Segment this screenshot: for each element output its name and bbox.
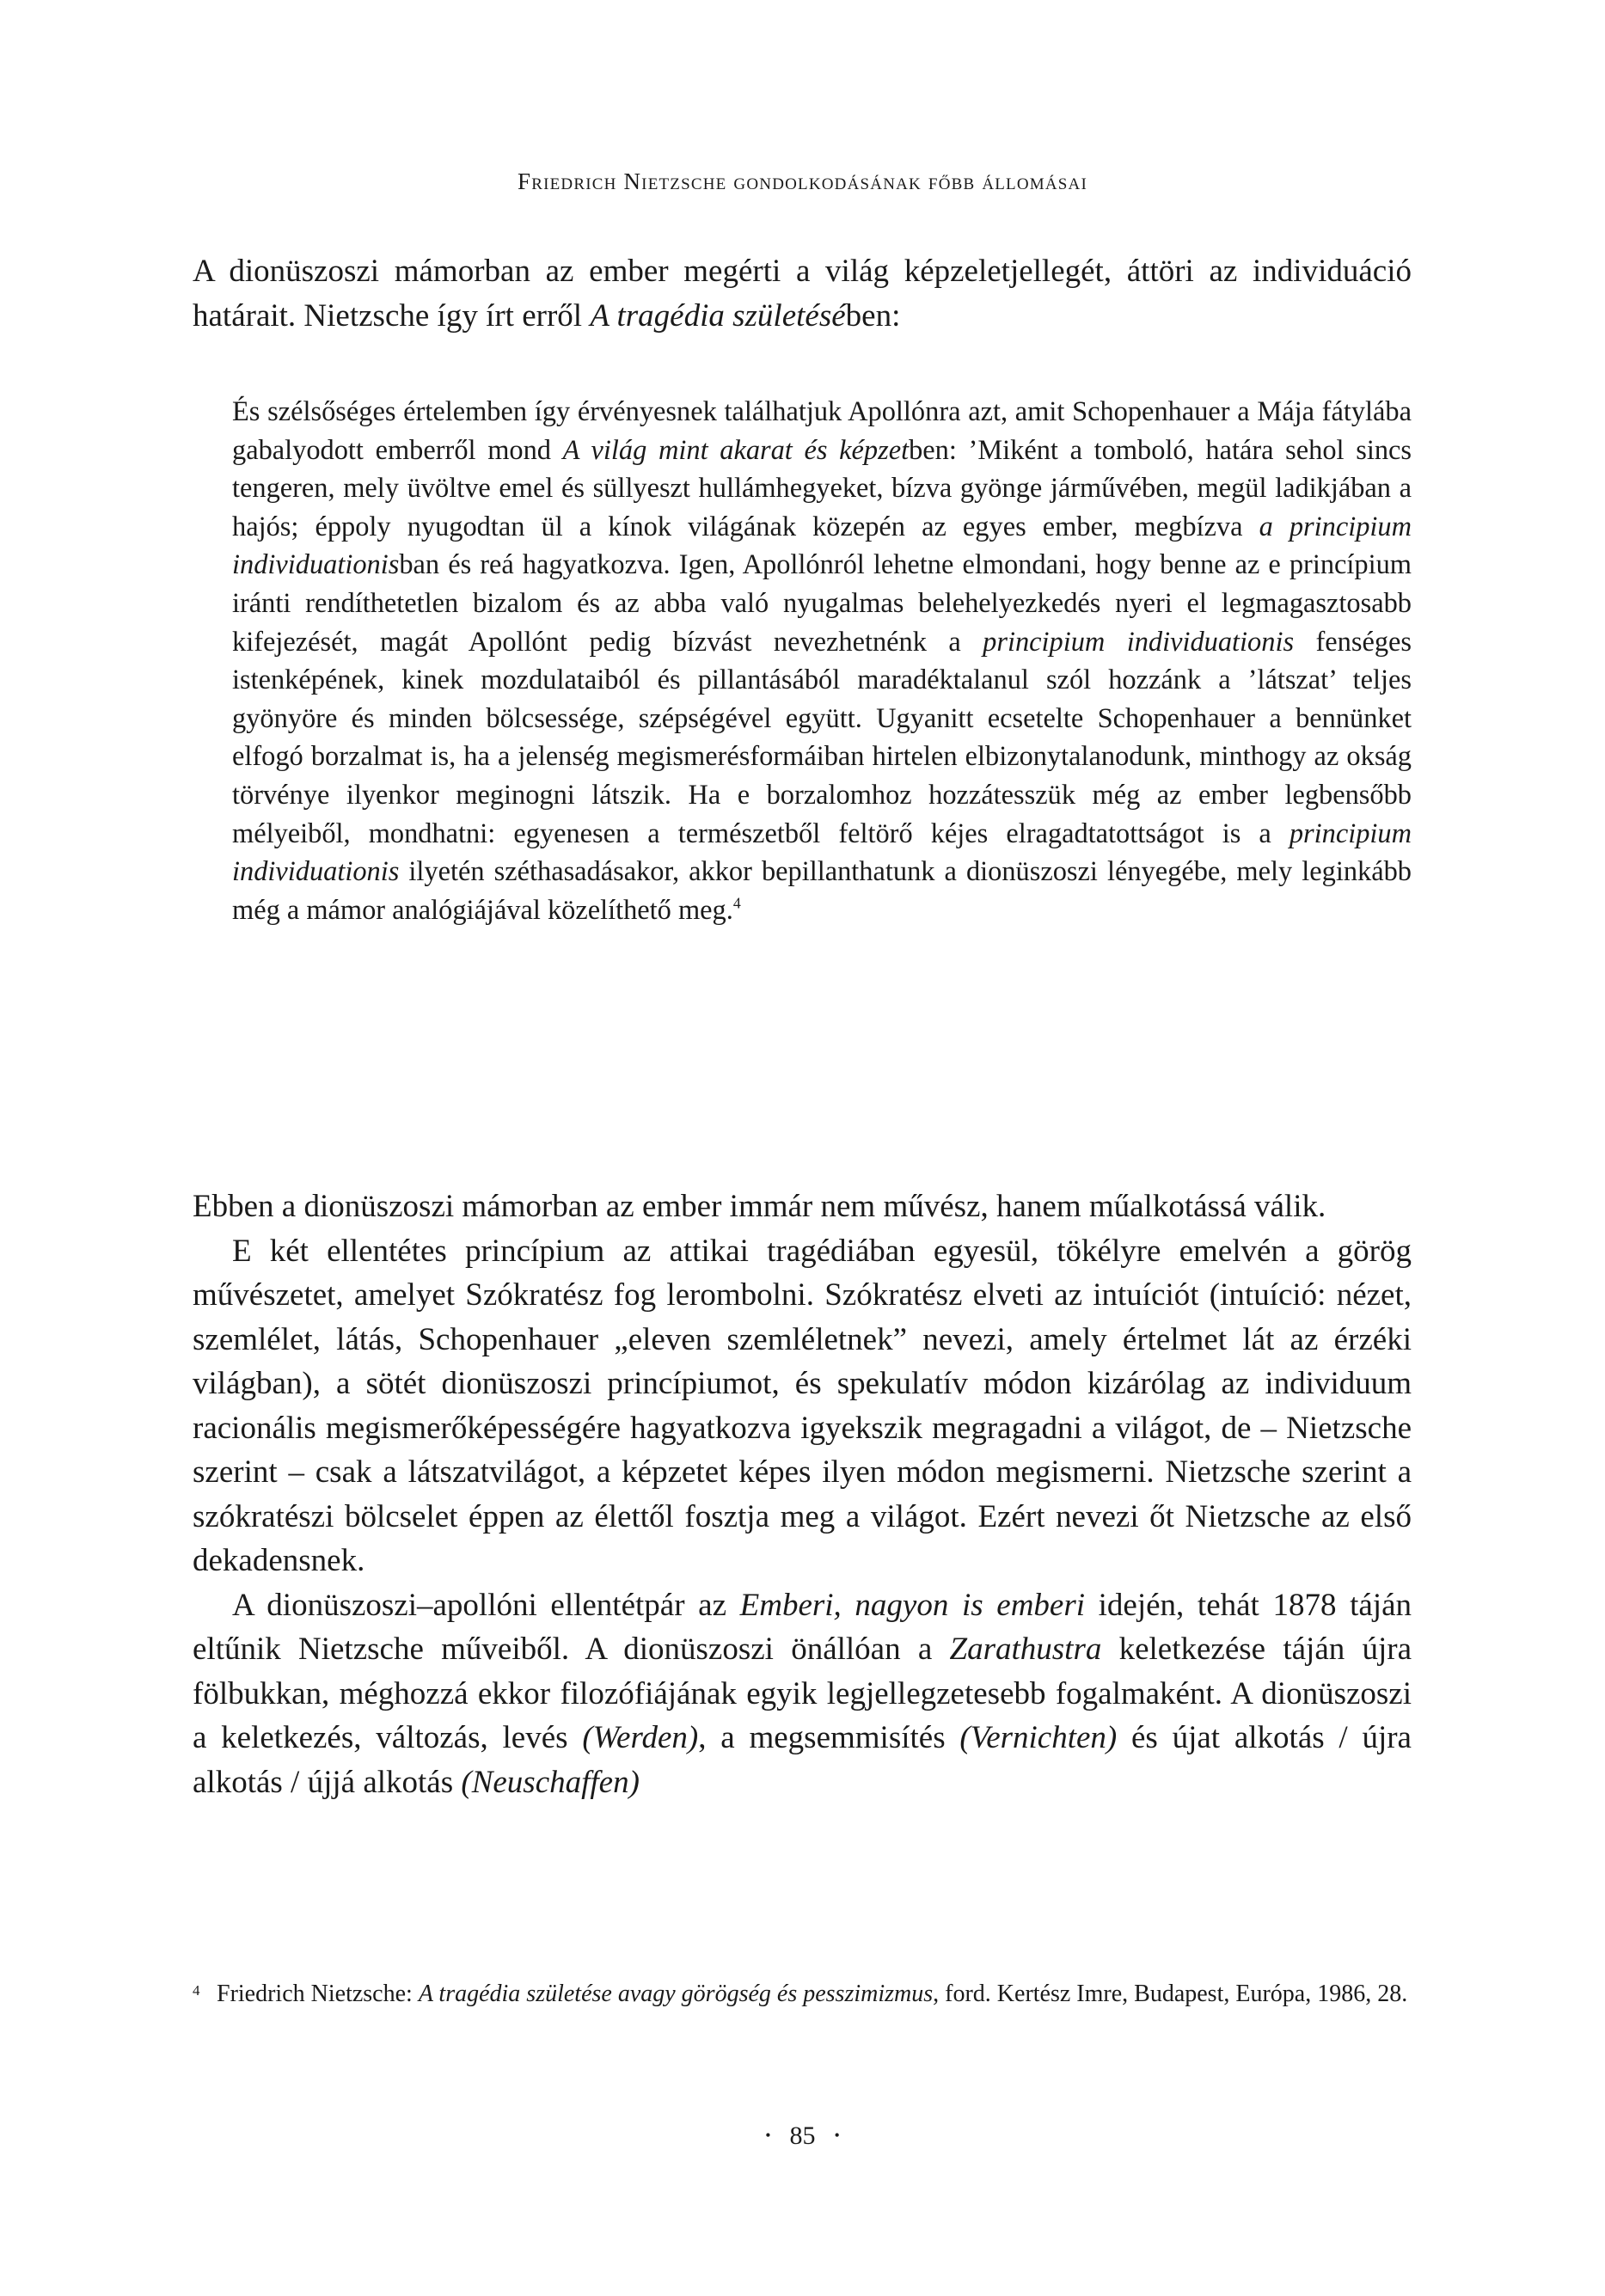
book-title: Zarathustra bbox=[949, 1632, 1102, 1667]
footnote-marker: 4 bbox=[193, 1982, 200, 1999]
body-paragraph: E két ellentétes princípium az attikai tragédiában egyesül, tökélyre emelvén a görög művészetet, amelyet Szókratész fog lerombolni. Szókratész elveti az intuíciót (intuíció: nézet, szemlélet, látás, Schopenhauer „eleven szemléletnek” nevezi, amely értelmet lát az érzéki világban), a sötét dionüszoszi princípiumot, és spekulatív módon kizárólag az individuum racionális megismerőképességére hagyatkozva igyekszik megragadni a világot, de – Nietzsche szerint – csak a látszatvilágot, a képzetet képes ilyen módon megismerni. Nietzsche szerint a szókratészi bölcselet éppen az élettől fosztja meg a világot. Ezért nevezi őt Nietzsche az első dekadensnek. bbox=[193, 1233, 1412, 1578]
footnote: 4 Friedrich Nietzsche: A tragédia születése avagy görögség és pesszimizmus, ford. Kertész Imre, Budapest, Európa, 1986, 28. bbox=[193, 1976, 1412, 2012]
running-head: Friedrich Nietzsche gondolkodásának főbb állomásai bbox=[517, 168, 1087, 194]
main-body bbox=[193, 1185, 1412, 1804]
latin-term: principium individuationis bbox=[983, 626, 1295, 658]
book-title: A tragédia születése avagy görögség és pesszimizmus bbox=[418, 1981, 934, 2007]
footnote-reference[interactable]: 4 bbox=[732, 894, 741, 912]
latin-term: a principium individuationis bbox=[232, 511, 1412, 581]
body-paragraph: Ebben a dionüszoszi mámorban az ember immár nem művész, hanem műalkotássá válik. bbox=[193, 1189, 1326, 1224]
latin-term: principium individuationis bbox=[232, 817, 1412, 888]
book-title: Emberi, nagyon is emberi bbox=[739, 1587, 1086, 1623]
page-number-value: 85 bbox=[789, 2122, 816, 2150]
book-title: A tragédia születésé bbox=[590, 297, 846, 334]
body-paragraph: A dionüszoszi–apollóni ellentétpár az Emberi, nagyon is emberi idején, tehát 1878 táján eltűnik Nietzsche műveiből. A dionüszoszi önállóan a Zarathustra keletkezése táján újra fölbukkan, méghozzá ekkor filozófiájának egyik legjellegzetesebb fogalmaként. A dionüszoszi a keletkezés, változás, levés (Werden), a megsemmisítés (Vernichten) és újat alkotás / újra alkotás / újjá alkotás (Neuschaffen) bbox=[193, 1587, 1412, 1800]
german-term: (Werden) bbox=[582, 1720, 699, 1755]
block-quote: És szélsőséges értelemben így érvényesnek találhatjuk Apollónra azt, amit Schopenhauer a Mája fátylába gabalyodott emberről mond A világ mint akarat és képzetben: ’Miként a tomboló, határa sehol sincs tengeren, mely üvöltve emel és süllyeszt hullámhegyeket, bízva gyönge járművében, megül ladikjában a hajós; éppoly nyugodtan ül a kínok világának közepén az egyes ember, megbízva a principium individuationisban és reá hagyatkozva. Igen, Apollónról lehetne elmondani, hogy benne az e princípium iránti rendíthetetlen bizalom és az abba való nyugalmas belehelyezkedés nyeri el legmagasztosabb kifejezését, magát Apollónt pedig bízvást nevezhetnénk a principium individuationis fenséges istenképének, kinek mozdulataiból és pillantásából maradéktalanul szól hozzánk a ’látszat’ teljes gyönyöre és minden bölcsessége, szépségével együtt. Ugyanitt ecsetelte Schopenhauer a bennünket elfogó borzalmat is, ha a jelenség megismerésformáiban hirtelen elbizonytalanodunk, minthogy az okság törvénye ilyenkor meginogni látszik. Ha e borzalomhoz hozzátesszük még az ember legbensőbb mélyeiből, mondhatni: egyenesen a természetből feltörő kéjes elragadtatottságot is a principium individuationis ilyetén széthasadásakor, akkor bepillanthatunk a dionüszoszi lényegébe, mely leginkább még a mámor analógiájával közelíthető meg.$^4$ bbox=[232, 396, 1412, 926]
german-term: (Neuschaffen) bbox=[461, 1764, 640, 1800]
bullet-ornament-icon: • bbox=[834, 2126, 840, 2144]
german-term: (Vernichten) bbox=[959, 1720, 1118, 1755]
page-number bbox=[0, 2122, 1605, 2151]
bullet-ornament-icon: • bbox=[765, 2126, 771, 2144]
book-title: A világ mint akarat és képzet bbox=[562, 434, 910, 466]
intro-paragraph: A dionüszoszi mámorban az ember megérti a világ képzeletjellegét, áttöri az individuáció határait. Nietzsche így írt erről A tragédia születésében: bbox=[193, 254, 1412, 334]
